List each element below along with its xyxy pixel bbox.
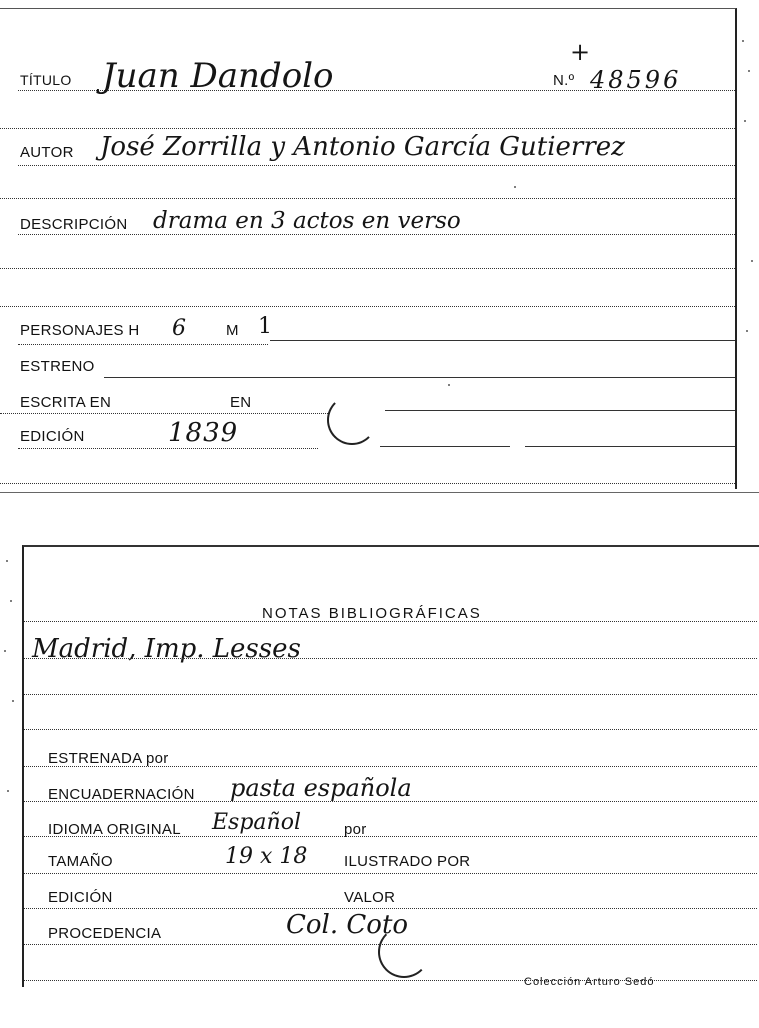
tamano-label: TAMAÑO (48, 853, 113, 870)
escrita-label: ESCRITA EN (20, 394, 112, 411)
estrenada-label: ESTRENADA por (48, 750, 169, 767)
procedencia-label: PROCEDENCIA (48, 925, 162, 942)
valor-label: VALOR (344, 889, 396, 906)
ilustrado-label: ILUSTRADO POR (344, 853, 471, 870)
personajes-m-label: M (226, 322, 239, 339)
encuadernacion-value: pasta española (230, 774, 412, 802)
autor-label: AUTOR (20, 144, 74, 161)
autor-value: José Zorrilla y Antonio García Gutierrez (100, 132, 625, 162)
titulo-value: Juan Dandolo (102, 56, 334, 96)
descripcion-label: DESCRIPCIÓN (20, 216, 128, 233)
descripcion-value: drama en 3 actos en verso (153, 208, 461, 234)
encuadernacion-label: ENCUADERNACIÓN (48, 786, 195, 803)
idioma-por-label: por (344, 821, 367, 838)
tamano-value: 19 x 18 (225, 844, 308, 869)
personajes-h-value: 6 (172, 316, 186, 341)
edicion-label: EDICIÓN (20, 428, 85, 445)
edicion-value: 1839 (168, 418, 239, 448)
edicion-back-label: EDICIÓN (48, 889, 113, 906)
notas-value: Madrid, Imp. Lesses (32, 634, 301, 664)
numero-value: 48596 (590, 66, 682, 94)
collection-credit: Colección Arturo Sedó (524, 976, 655, 988)
idioma-value: Español (212, 810, 301, 835)
personajes-label: PERSONAJES H (20, 322, 140, 339)
notas-heading: NOTAS BIBLIOGRÁFICAS (262, 605, 482, 622)
procedencia-value: Col. Coto (286, 910, 409, 940)
estreno-label: ESTRENO (20, 358, 95, 375)
escrita-en-label: EN (230, 394, 252, 411)
titulo-label: TÍTULO (20, 72, 72, 88)
idioma-label: IDIOMA ORIGINAL (48, 821, 181, 838)
numero-mark: + (570, 38, 591, 66)
numero-label: N.º (553, 72, 575, 89)
personajes-m-value: 1 (258, 314, 272, 339)
